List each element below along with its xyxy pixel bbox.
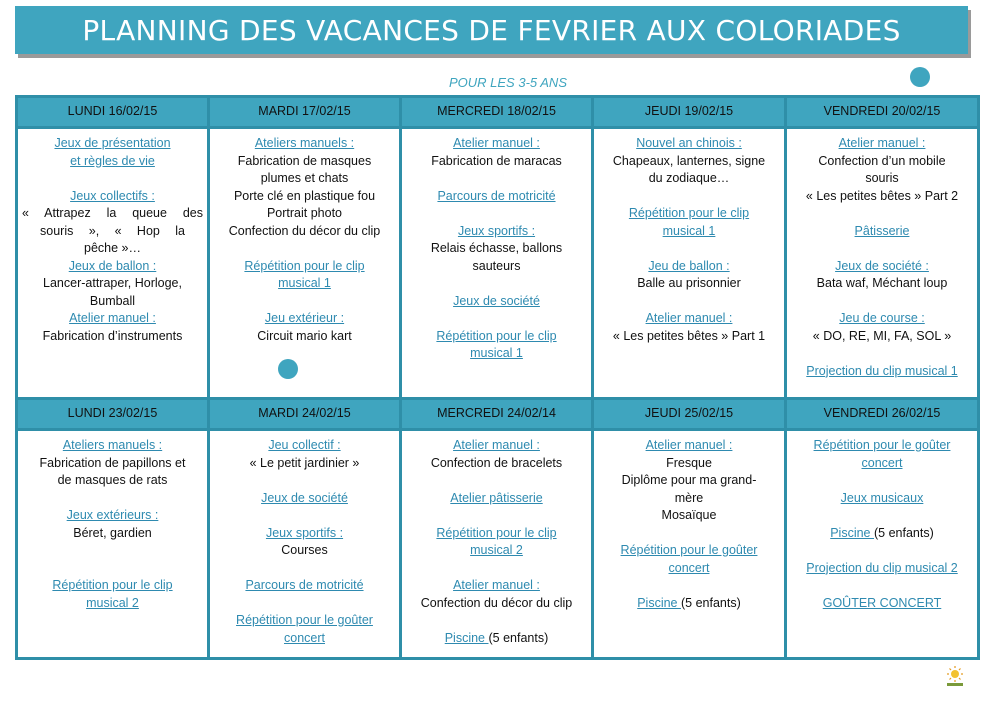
activity-note: (5 enfants)	[874, 525, 934, 540]
decorative-dot	[278, 359, 298, 379]
activity-link[interactable]: musical 1	[470, 346, 523, 360]
day-cell-mercredi-18	[401, 128, 593, 399]
activity-link[interactable]: Jeux extérieurs :	[66, 508, 159, 522]
activity-link[interactable]: Jeu de course :	[839, 311, 925, 325]
activity-link[interactable]: et règles de vie	[70, 153, 155, 168]
day-header: LUNDI 16/02/15	[17, 97, 209, 128]
day-cell-lundi-16	[17, 128, 209, 399]
activity-link[interactable]: Jeux musicaux	[840, 490, 924, 505]
activity-link[interactable]: GOÛTER CONCERT	[822, 595, 942, 610]
activity-link[interactable]: Jeux de société	[453, 293, 540, 308]
activity-link[interactable]: Atelier manuel :	[453, 438, 540, 452]
activity-link[interactable]: Répétition pour le goûter	[236, 613, 373, 627]
activity-link[interactable]: Répétition pour le clip	[244, 258, 365, 273]
activity-link[interactable]: Jeux sportifs :	[457, 223, 536, 238]
activity-text: plumes et chats	[260, 171, 349, 185]
activity-link[interactable]: Ateliers manuels :	[62, 438, 163, 452]
activity-link[interactable]: Piscine	[444, 630, 489, 645]
activity-line	[791, 525, 973, 543]
activity-link[interactable]: Jeux sportifs :	[265, 525, 344, 540]
activity-text: pêche »…	[84, 241, 141, 255]
activity-link[interactable]: Atelier manuel :	[453, 136, 540, 150]
page-title: PLANNING DES VACANCES DE FEVRIER AUX COLORIADES	[82, 13, 901, 47]
activity-link[interactable]: Répétition pour le clip	[436, 525, 557, 540]
activity-text: « DO, RE, MI, FA, SOL »	[812, 328, 952, 343]
week2-activities-row	[17, 430, 979, 659]
decorative-dot	[910, 67, 930, 87]
activity-link[interactable]: Atelier manuel :	[645, 438, 733, 452]
activity-note: (5 enfants)	[681, 595, 741, 610]
day-header: LUNDI 23/02/15	[17, 399, 209, 430]
activity-link[interactable]: Jeux de présentation	[54, 136, 171, 150]
activity-link[interactable]: Répétition pour le clip	[52, 578, 173, 592]
week1-activities-row	[17, 128, 979, 399]
activity-link[interactable]: Piscine	[637, 595, 681, 610]
activity-text: Lancer-attraper, Horloge,	[43, 276, 182, 290]
activity-text: Relais échasse, ballons	[430, 241, 563, 255]
activity-link[interactable]: concert	[861, 455, 903, 470]
activity-link[interactable]: Répétition pour le goûter	[813, 438, 951, 452]
activity-link[interactable]: Jeu collectif :	[268, 438, 341, 452]
activity-link[interactable]: Jeu extérieur :	[264, 311, 345, 325]
activity-text: Fabrication d’instruments	[42, 328, 183, 343]
week2-header-row	[17, 399, 979, 430]
activity-link[interactable]: Atelier manuel :	[645, 311, 733, 325]
activity-link[interactable]: Jeux de ballon :	[68, 258, 157, 273]
activity-text: Circuit mario kart	[257, 328, 352, 343]
activity-link[interactable]: Pâtisserie	[854, 223, 910, 238]
activity-text: « Les petites bêtes » Part 1	[612, 328, 766, 343]
day-cell-lundi-23	[17, 430, 209, 659]
activity-text: Fabrication de masques	[237, 153, 372, 168]
activity-link[interactable]: Jeux de société :	[835, 258, 929, 273]
day-header: MARDI 17/02/15	[209, 97, 401, 128]
activity-text: Fresque	[666, 455, 712, 470]
activity-text: Mosaïque	[661, 508, 717, 522]
activity-link[interactable]: Atelier manuel :	[453, 578, 540, 592]
activity-text: souris », « Hop la	[40, 223, 185, 238]
activity-text: Chapeaux, lanternes, signe	[612, 153, 766, 168]
activity-link[interactable]: Parcours de motricité	[437, 188, 556, 203]
day-cell-mardi-24	[209, 430, 401, 659]
activity-text: Fabrication de papillons et	[39, 455, 186, 470]
activity-link[interactable]: Atelier manuel :	[69, 311, 156, 325]
activity-link[interactable]: Piscine	[830, 525, 874, 540]
activity-text: mère	[674, 490, 704, 505]
activity-text: Béret, gardien	[73, 525, 152, 540]
activity-line	[598, 595, 780, 613]
activity-text: Confection de bracelets	[430, 455, 563, 470]
week1-header-row	[17, 97, 979, 128]
activity-link[interactable]: Parcours de motricité	[245, 578, 364, 592]
activity-link[interactable]: Répétition pour le clip	[628, 206, 750, 220]
day-cell-mardi-17	[209, 128, 401, 399]
activity-text: de masques de rats	[57, 473, 168, 487]
activity-link[interactable]: Jeu de ballon :	[648, 258, 730, 273]
activity-text: Confection d’un mobile	[818, 153, 946, 168]
day-cell-mercredi-24	[401, 430, 593, 659]
activity-text: Bata waf, Méchant loup	[816, 276, 948, 290]
activity-text: Confection du décor du clip	[228, 223, 381, 238]
activity-link[interactable]: Jeux collectifs :	[70, 188, 155, 203]
day-header: JEUDI 25/02/15	[593, 399, 786, 430]
activity-text: Courses	[281, 543, 328, 557]
page-subtitle: POUR LES 3-5 ANS	[448, 75, 567, 90]
activity-link[interactable]: concert	[668, 560, 710, 575]
activity-link[interactable]: Répétition pour le clip	[436, 328, 557, 343]
day-header: MARDI 24/02/15	[209, 399, 401, 430]
activity-text: Diplôme pour ma grand-	[621, 473, 757, 487]
day-cell-jeudi-19	[593, 128, 786, 399]
activity-text: Bumball	[89, 293, 136, 308]
day-header: MERCREDI 24/02/14	[401, 399, 593, 430]
activity-text: Balle au prisonnier	[637, 276, 741, 290]
title-banner	[15, 6, 968, 54]
activity-link[interactable]: Nouvel an chinois :	[636, 136, 742, 150]
activity-link[interactable]: Projection du clip musical 2	[806, 560, 958, 575]
activity-link[interactable]: musical 2	[470, 543, 523, 557]
activity-text: Porte clé en plastique fou	[233, 188, 376, 203]
day-header: JEUDI 19/02/15	[593, 97, 786, 128]
activity-text: sauteurs	[472, 258, 521, 273]
activity-text: « Le petit jardinier »	[249, 455, 360, 470]
activity-link[interactable]: Atelier pâtisserie	[450, 490, 543, 505]
activity-text: Portrait photo	[266, 206, 343, 220]
activity-link[interactable]: Ateliers manuels :	[254, 136, 355, 150]
activity-link[interactable]: musical 1	[278, 276, 331, 290]
day-header: VENDREDI 20/02/15	[786, 97, 979, 128]
day-header: MERCREDI 18/02/15	[401, 97, 593, 128]
activity-note: (5 enfants)	[488, 630, 549, 645]
activity-text: « Attrapez la queue des	[22, 206, 203, 220]
day-cell-vendredi-20	[786, 128, 979, 399]
activity-link[interactable]: Projection du clip musical 1	[806, 363, 958, 378]
activity-link[interactable]: musical 2	[86, 595, 139, 610]
activity-line	[406, 630, 587, 648]
activity-text: Confection du décor du clip	[420, 595, 573, 610]
activity-link[interactable]: Répétition pour le goûter	[620, 543, 758, 557]
planning-table	[15, 95, 980, 660]
activity-link[interactable]: Atelier manuel :	[838, 136, 926, 150]
day-cell-vendredi-26	[786, 430, 979, 659]
activity-link[interactable]: concert	[284, 630, 325, 645]
day-cell-jeudi-25	[593, 430, 786, 659]
activity-text: Fabrication de maracas	[431, 153, 562, 168]
activity-text: « Les petites bêtes » Part 2	[805, 188, 959, 203]
activity-link[interactable]: Jeux de société	[261, 490, 348, 505]
activity-text: du zodiaque…	[648, 171, 730, 185]
sun-logo-icon	[944, 665, 966, 687]
activity-link[interactable]: musical 1	[662, 223, 716, 238]
activity-text: souris	[865, 171, 899, 185]
day-header: VENDREDI 26/02/15	[786, 399, 979, 430]
